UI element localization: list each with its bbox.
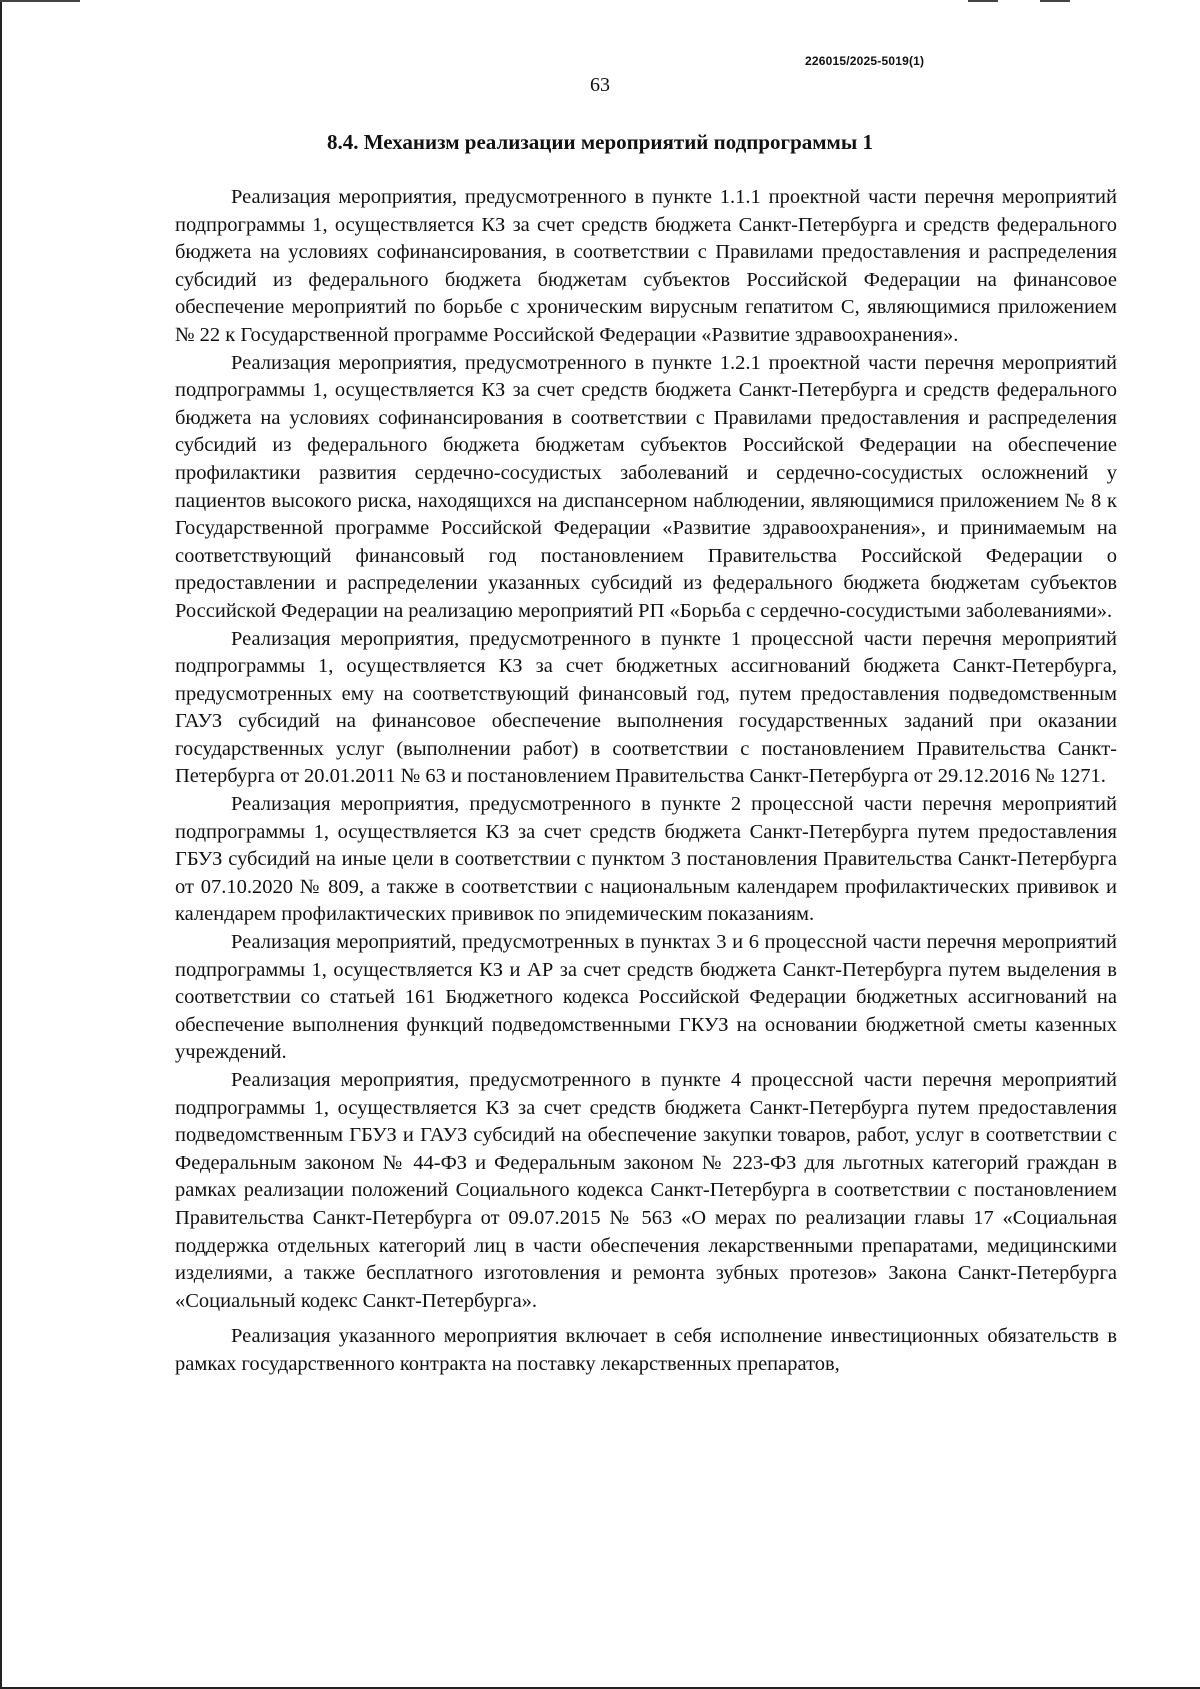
section-title: 8.4. Механизм реализации мероприятий подпрограммы 1 <box>326 130 874 154</box>
page-number: 63 <box>590 74 610 96</box>
document-body <box>175 184 1117 1379</box>
paragraph: Реализация мероприятия, предусмотренного в пункте 4 процессной части перечня мероприятий подпрограммы 1, осуществляется КЗ за счет средств бюджета Санкт-Петербурга путем предоставления подведомственным ГБУЗ и ГАУЗ субсидий на обеспечение закупки товаров, работ, услуг в соответствии с Федеральным законом № 44-ФЗ и Федеральным законом № 223-ФЗ для льготных категорий граждан в рамках реализации положений Социального кодекса Санкт-Петербурга в соответствии с постановлением Правительства Санкт-Петербурга от 09.07.2015 № 563 «О мерах по реализации главы 17 «Социальная поддержка отдельных категорий лиц в части обеспечения лекарственными препаратами, медицинскими изделиями, а также бесплатного изготовления и ремонта зубных протезов» Закона Санкт-Петербурга «Социальный кодекс Санкт-Петербурга». <box>175 1069 1117 1312</box>
scan-edge-mark <box>0 0 80 2</box>
paragraph: Реализация мероприятия, предусмотренного в пункте 2 процессной части перечня мероприятий подпрограммы 1, осуществляется КЗ за счет средств бюджета Санкт-Петербурга путем предоставления ГБУЗ субсидий на иные цели в соответствии с пунктом 3 постановления Правительства Санкт-Петербурга от 07.10.2020 № 809, а также в соответствии с национальным календарем профилактических прививок и календарем профилактических прививок по эпидемическим показаниям. <box>175 793 1117 926</box>
paragraph: Реализация указанного мероприятия включает в себя исполнение инвестиционных обязательств в рамках государственного контракта на поставку лекарственных препаратов, <box>175 1325 1117 1375</box>
scan-edge-mark <box>1040 0 1070 2</box>
paragraph: Реализация мероприятий, предусмотренных в пунктах 3 и 6 процессной части перечня мероприятий подпрограммы 1, осуществляется КЗ и АР за счет средств бюджета Санкт-Петербурга путем выделения в соответствии со статьей 161 Бюджетного кодекса Российской Федерации бюджетных ассигнований на обеспечение выполнения функций подведомственными ГКУЗ на основании бюджетной сметы казенных учреждений. <box>175 931 1117 1064</box>
paragraph: Реализация мероприятия, предусмотренного в пункте 1.2.1 проектной части перечня мероприятий подпрограммы 1, осуществляется КЗ за счет средств бюджета Санкт-Петербурга и средств федерального бюджета на условиях софинансирования в соответствии с Правилами предоставления и распределения субсидий из федерального бюджета бюджетам субъектов Российской Федерации на обеспечение профилактики развития сердечно-сосудистых заболеваний и сердечно-сосудистых осложнений у пациентов высокого риска, находящихся на диспансерном наблюдении, являющимися приложением № 8 к Государственной программе Российской Федерации «Развитие здравоохранения», и принимаемым на соответствующий финансовый год постановлением Правительства Российской Федерации о предоставлении и распределении указанных субсидий из федерального бюджета бюджетам субъектов Российской Федерации на реализацию мероприятий РП «Борьба с сердечно-сосудистыми заболеваниями». <box>175 351 1117 622</box>
paragraph: Реализация мероприятия, предусмотренного в пункте 1 процессной части перечня мероприятий подпрограммы 1, осуществляется КЗ за счет бюджетных ассигнований бюджета Санкт-Петербурга, предусмотренных ему на соответствующий финансовый год, путем предоставления подведомственным ГАУЗ субсидий на финансовое обеспечение выполнения государственных заданий при оказании государственных услуг (выполнении работ) в соответствии с постановлением Правительства Санкт-Петербурга от 20.01.2011 № 63 и постановлением Правительства Санкт-Петербурга от 29.12.2016 № 1271. <box>175 627 1117 788</box>
scan-edge-mark <box>968 0 998 2</box>
document-registration-number: 226015/2025-5019(1) <box>805 54 925 68</box>
paragraph: Реализация мероприятия, предусмотренного в пункте 1.1.1 проектной части перечня мероприятий подпрограммы 1, осуществляется КЗ за счет средств бюджета Санкт-Петербурга и средств федерального бюджета на условиях софинансирования, в соответствии с Правилами предоставления и распределения субсидий из федерального бюджета бюджетам субъектов Российской Федерации на финансовое обеспечение мероприятий по борьбе с хроническим вирусным гепатитом С, являющимися приложением № 22 к Государственной программе Российской Федерации «Развитие здравоохранения». <box>175 186 1117 346</box>
